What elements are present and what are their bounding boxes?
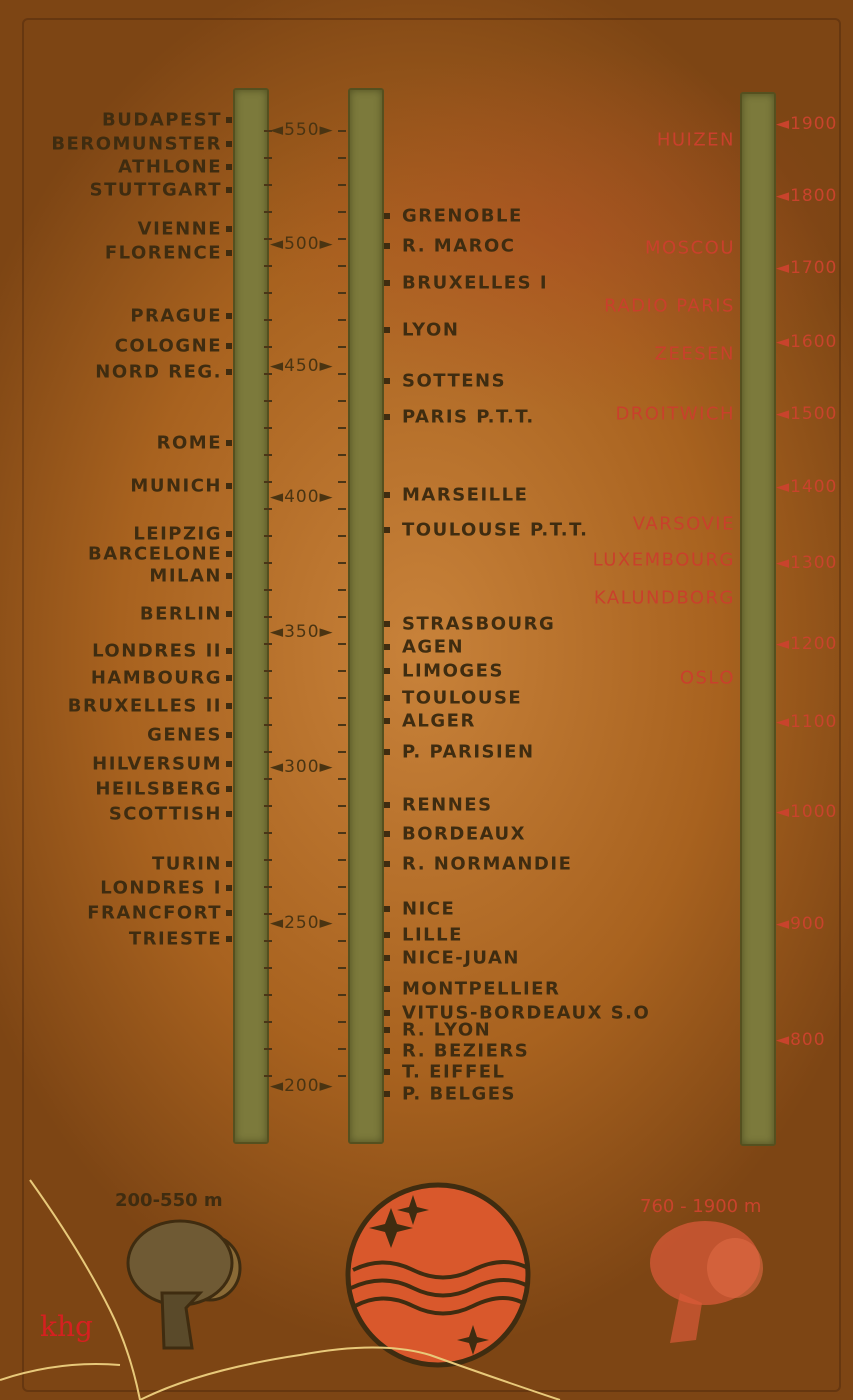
station-marker [226, 164, 232, 170]
station-marker [384, 749, 390, 755]
scale-tick [338, 481, 346, 483]
scale-tick [264, 292, 272, 294]
station-marker [384, 802, 390, 808]
station-marker [384, 695, 390, 701]
station-marker [226, 483, 232, 489]
station-marker [384, 1091, 390, 1097]
scale-tick [264, 886, 272, 888]
lw-wavelength-label: ◄800 [776, 1030, 826, 1050]
scale-tick [338, 697, 346, 699]
station-marker [384, 621, 390, 627]
station-label: R. BEZIERS [402, 1040, 530, 1062]
scale-tick [264, 400, 272, 402]
station-label: STUTTGART [89, 179, 222, 201]
scale-tick [264, 751, 272, 753]
scale-tick [264, 1048, 272, 1050]
station-label: LONDRES I [100, 877, 222, 899]
scale-tick [264, 859, 272, 861]
station-label: BARCELONE [87, 543, 222, 565]
scale-tick [338, 994, 346, 996]
scale-tick [264, 697, 272, 699]
station-label: R. NORMANDIE [402, 853, 573, 875]
station-label: GRENOBLE [402, 205, 523, 227]
station-label: ROME [156, 432, 222, 454]
station-label: MARSEILLE [402, 484, 529, 506]
station-label: NICE [402, 898, 456, 920]
mw-band-label: 200-550 m [115, 1190, 223, 1211]
watermark-text: khg [40, 1310, 93, 1343]
station-label: BEROMUNSTER [51, 133, 222, 155]
station-marker [384, 1027, 390, 1033]
scale-tick [264, 994, 272, 996]
scale-tick [264, 481, 272, 483]
scale-tick [338, 913, 346, 915]
station-label: BORDEAUX [402, 823, 526, 845]
station-marker [384, 243, 390, 249]
lw-station-label: HUIZEN [656, 129, 735, 151]
lw-wavelength-label: ◄1900 [776, 114, 838, 134]
mw-wavelength-label: ◄500► [270, 234, 334, 254]
scale-tick [264, 778, 272, 780]
scale-tick [338, 130, 346, 132]
station-label: LILLE [402, 924, 463, 946]
scale-tick [264, 616, 272, 618]
station-label: R. LYON [402, 1019, 492, 1041]
scale-tick [338, 1021, 346, 1023]
station-label: BUDAPEST [102, 109, 222, 131]
station-label: FLORENCE [104, 242, 222, 264]
lw-station-label: OSLO [679, 667, 735, 689]
scale-tick [338, 670, 346, 672]
station-label: MILAN [149, 565, 222, 587]
station-marker [226, 369, 232, 375]
station-label: LEIPZIG [133, 523, 222, 545]
station-label: BRUXELLES II [67, 695, 222, 717]
station-marker [384, 213, 390, 219]
station-marker [384, 527, 390, 533]
station-marker [384, 327, 390, 333]
station-label: ATHLONE [118, 156, 222, 178]
lw-wavelength-label: ◄1200 [776, 634, 838, 654]
lw-wavelength-label: ◄1800 [776, 186, 838, 206]
scale-bar-right [740, 92, 776, 1146]
station-marker [384, 280, 390, 286]
scale-tick [338, 1048, 346, 1050]
lw-wavelength-label: ◄1700 [776, 258, 838, 278]
station-label: BERLIN [139, 603, 222, 625]
scale-tick [264, 670, 272, 672]
station-marker [226, 786, 232, 792]
station-marker [384, 831, 390, 837]
glass-crack [0, 1150, 853, 1400]
station-label: P. PARISIEN [402, 741, 535, 763]
station-marker [226, 648, 232, 654]
scale-tick [338, 589, 346, 591]
mw-wavelength-label: ◄550► [270, 120, 334, 140]
scale-tick [338, 1075, 346, 1077]
scale-tick [264, 535, 272, 537]
station-label: TOULOUSE P.T.T. [402, 519, 589, 541]
lw-wavelength-label: ◄1000 [776, 802, 838, 822]
scale-tick [338, 940, 346, 942]
lw-wavelength-label: ◄1600 [776, 332, 838, 352]
station-marker [226, 440, 232, 446]
scale-tick [338, 346, 346, 348]
scale-tick [338, 724, 346, 726]
mw-wavelength-label: ◄200► [270, 1076, 334, 1096]
station-label: SOTTENS [402, 370, 507, 392]
scale-tick [264, 643, 272, 645]
scale-tick [264, 832, 272, 834]
station-marker [226, 611, 232, 617]
station-marker [384, 668, 390, 674]
station-marker [226, 761, 232, 767]
scale-tick [338, 562, 346, 564]
station-label: PRAGUE [130, 305, 222, 327]
scale-tick [338, 967, 346, 969]
station-marker [226, 703, 232, 709]
mw-wavelength-label: ◄250► [270, 913, 334, 933]
station-label: MUNICH [130, 475, 222, 497]
station-marker [226, 551, 232, 557]
lw-station-label: DROITWICH [615, 403, 735, 425]
station-marker [384, 1069, 390, 1075]
lw-station-label: ZEESEN [654, 343, 735, 365]
lw-station-label: MOSCOU [644, 237, 735, 259]
scale-tick [264, 967, 272, 969]
station-label: FRANCFORT [87, 902, 222, 924]
mw-wavelength-label: ◄300► [270, 757, 334, 777]
station-label: GENES [147, 724, 222, 746]
scale-tick [338, 373, 346, 375]
station-label: LIMOGES [402, 660, 504, 682]
mw-wavelength-label: ◄450► [270, 356, 334, 376]
scale-tick [338, 292, 346, 294]
station-label: LYON [402, 319, 460, 341]
station-marker [226, 226, 232, 232]
scale-tick [338, 805, 346, 807]
scale-tick [264, 724, 272, 726]
scale-tick [338, 616, 346, 618]
station-marker [226, 936, 232, 942]
station-label: VIENNE [137, 218, 222, 240]
station-marker [384, 492, 390, 498]
station-marker [226, 343, 232, 349]
mw-wavelength-label: ◄350► [270, 622, 334, 642]
scale-tick [264, 562, 272, 564]
station-marker [226, 885, 232, 891]
scale-tick [338, 508, 346, 510]
station-marker [384, 955, 390, 961]
scale-tick [338, 238, 346, 240]
station-label: LONDRES II [92, 640, 222, 662]
station-label: NORD REG. [95, 361, 222, 383]
station-marker [384, 414, 390, 420]
station-marker [226, 141, 232, 147]
station-marker [226, 313, 232, 319]
lw-wavelength-label: ◄1100 [776, 712, 838, 732]
scale-tick [338, 535, 346, 537]
station-marker [226, 531, 232, 537]
scale-tick [264, 454, 272, 456]
station-label: HILVERSUM [92, 753, 222, 775]
scale-tick [338, 886, 346, 888]
station-label: T. EIFFEL [402, 1061, 506, 1083]
station-label: COLOGNE [114, 335, 222, 357]
scale-tick [338, 832, 346, 834]
scale-tick [338, 778, 346, 780]
scale-tick [264, 319, 272, 321]
lw-station-label: LUXEMBOURG [592, 549, 735, 571]
scale-tick [264, 346, 272, 348]
station-label: TURIN [151, 853, 222, 875]
station-marker [226, 732, 232, 738]
lw-station-label: KALUNDBORG [593, 587, 735, 609]
station-label: TRIESTE [128, 928, 222, 950]
scale-tick [338, 643, 346, 645]
scale-tick [264, 589, 272, 591]
scale-tick [264, 508, 272, 510]
scale-tick [338, 859, 346, 861]
station-label: NICE-JUAN [402, 947, 520, 969]
scale-tick [338, 184, 346, 186]
station-marker [384, 644, 390, 650]
lw-wavelength-label: ◄1300 [776, 553, 838, 573]
lw-station-label: RADIO PARIS [604, 295, 735, 317]
station-label: PARIS P.T.T. [402, 406, 535, 428]
scale-tick [264, 427, 272, 429]
scale-tick [264, 211, 272, 213]
station-label: P. BELGES [402, 1083, 517, 1105]
station-marker [226, 573, 232, 579]
station-marker [226, 187, 232, 193]
station-marker [226, 250, 232, 256]
station-marker [226, 811, 232, 817]
scale-tick [338, 211, 346, 213]
lw-wavelength-label: ◄1500 [776, 404, 838, 424]
station-label: ALGER [402, 710, 476, 732]
station-label: HAMBOURG [90, 667, 222, 689]
station-label: R. MAROC [402, 235, 516, 257]
mw-wavelength-label: ◄400► [270, 487, 334, 507]
station-label: MONTPELLIER [402, 978, 561, 1000]
lw-wavelength-label: ◄1400 [776, 477, 838, 497]
scale-tick [264, 157, 272, 159]
station-marker [226, 117, 232, 123]
scale-tick [264, 184, 272, 186]
station-marker [384, 1048, 390, 1054]
station-label: TOULOUSE [402, 687, 523, 709]
station-marker [384, 1010, 390, 1016]
lw-station-label: VARSOVIE [632, 513, 735, 535]
station-marker [384, 932, 390, 938]
station-marker [226, 861, 232, 867]
scale-tick [264, 940, 272, 942]
scale-tick [264, 805, 272, 807]
station-marker [226, 910, 232, 916]
station-label: STRASBOURG [402, 613, 556, 635]
scale-tick [338, 400, 346, 402]
scale-tick [338, 454, 346, 456]
lw-wavelength-label: ◄900 [776, 914, 826, 934]
station-label: BRUXELLES I [402, 272, 549, 294]
scale-tick [338, 319, 346, 321]
station-marker [384, 906, 390, 912]
scale-bar-middle [348, 88, 384, 1144]
station-marker [384, 378, 390, 384]
scale-tick [264, 265, 272, 267]
station-label: AGEN [402, 636, 465, 658]
station-marker [226, 675, 232, 681]
scale-tick [338, 751, 346, 753]
lw-band-label: 760 - 1900 m [640, 1196, 762, 1217]
scale-tick [338, 427, 346, 429]
scale-tick [264, 1021, 272, 1023]
station-label: HEILSBERG [95, 778, 222, 800]
station-marker [384, 986, 390, 992]
station-label: RENNES [402, 794, 493, 816]
station-label: VITUS-BORDEAUX S.O [402, 1002, 651, 1024]
scale-tick [338, 265, 346, 267]
station-marker [384, 861, 390, 867]
station-marker [384, 718, 390, 724]
station-label: SCOTTISH [108, 803, 222, 825]
scale-tick [338, 157, 346, 159]
